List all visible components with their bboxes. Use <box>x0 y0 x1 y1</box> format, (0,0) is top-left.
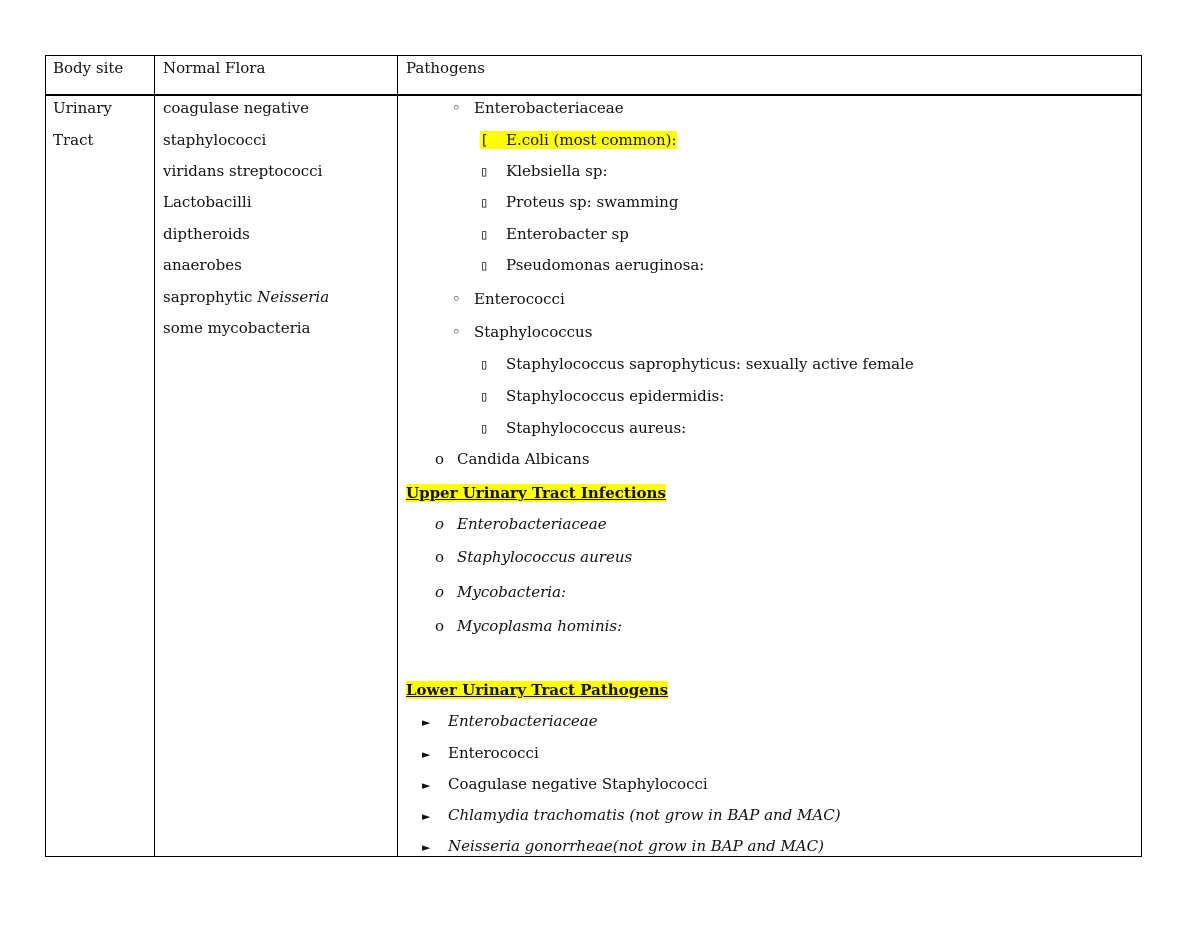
lower-item: ► Coagulase negative Staphylococci <box>422 774 708 796</box>
pathogen-item: ◦ Staphylococcus <box>452 323 593 341</box>
arrow-bullet-icon: ► <box>422 810 431 823</box>
body-site-line: Tract <box>53 131 94 149</box>
pathogen-subitem: [ E.coli (most common): <box>480 131 677 149</box>
pathogen-subitem: ▯ Enterobacter sp <box>480 225 629 243</box>
bullet-icon: ◦ <box>452 99 461 117</box>
pathogen-subitem: ▯ Staphylococcus epidermidis: <box>480 387 725 405</box>
upper-item: o Staphylococcus aureus <box>435 548 633 566</box>
header-body-site: Body site <box>53 59 124 77</box>
column-divider <box>397 56 398 856</box>
bullet-icon: ◦ <box>452 290 461 308</box>
pathogen-subitem: ▯ Staphylococcus aureus: <box>480 419 687 437</box>
flora-table <box>45 55 1142 857</box>
upper-heading: Upper Urinary Tract Infections <box>406 484 666 502</box>
header-normal-flora: Normal Flora <box>163 59 266 77</box>
square-bullet-icon: ▯ <box>480 258 489 274</box>
bullet-icon: o <box>435 515 445 533</box>
lower-item: ► Chlamydia trachomatis (not grow in BAP and MAC) <box>422 805 841 827</box>
lower-item: ► Enterococci <box>422 743 539 765</box>
bullet-icon: o <box>435 583 445 601</box>
flora-item-text: saprophytic <box>163 288 258 306</box>
pathogen-subitem: ▯ Klebsiella sp: <box>480 162 608 180</box>
bullet-icon: o <box>435 450 445 468</box>
lower-heading: Lower Urinary Tract Pathogens <box>406 681 669 699</box>
flora-item: staphylococci <box>163 131 267 149</box>
bullet-icon: o <box>435 617 445 635</box>
upper-item: o Mycoplasma hominis: <box>435 617 623 635</box>
pathogen-subitem: ▯ Proteus sp: swamming <box>480 193 679 211</box>
lower-item: ► Enterobacteriaceae <box>422 711 598 733</box>
header-pathogens: Pathogens <box>406 59 485 77</box>
flora-item: viridans streptococci <box>163 162 323 180</box>
pathogen-item: ◦ Enterococci <box>452 290 565 308</box>
upper-item: o Enterobacteriaceae <box>435 515 607 533</box>
square-bullet-icon: ▯ <box>480 195 489 211</box>
bullet-icon: ◦ <box>452 323 461 341</box>
pathogen-item: o Candida Albicans <box>435 450 590 468</box>
arrow-bullet-icon: ► <box>422 716 431 729</box>
arrow-bullet-icon: ► <box>422 779 431 792</box>
arrow-bullet-icon: ► <box>422 748 431 761</box>
header-divider <box>46 94 1141 96</box>
upper-item: o Mycobacteria: <box>435 583 567 601</box>
flora-item: some mycobacteria <box>163 319 311 337</box>
flora-item <box>163 287 329 307</box>
pathogen-subitem: ▯ Staphylococcus saprophyticus: sexually active female <box>480 355 914 373</box>
pathogen-subitem: ▯ Pseudomonas aeruginosa: <box>480 256 705 274</box>
flora-item: diptheroids <box>163 225 250 243</box>
square-bullet-icon: ▯ <box>480 227 489 243</box>
column-divider <box>154 56 155 856</box>
square-bullet-icon: ▯ <box>480 389 489 405</box>
flora-item: coagulase negative <box>163 99 309 117</box>
square-bullet-icon: ▯ <box>480 421 489 437</box>
square-bullet-icon: [ <box>480 133 489 149</box>
flora-item: Lactobacilli <box>163 193 252 211</box>
body-site-line: Urinary <box>53 99 112 117</box>
square-bullet-icon: ▯ <box>480 357 489 373</box>
flora-item-italic: Neisseria <box>257 288 330 306</box>
arrow-bullet-icon: ► <box>422 841 431 854</box>
square-bullet-icon: ▯ <box>480 164 489 180</box>
flora-item: anaerobes <box>163 256 242 274</box>
lower-item: ► Neisseria gonorrheae(not grow in BAP and MAC) <box>422 836 824 858</box>
bullet-icon: o <box>435 548 445 566</box>
pathogen-item: ◦ Enterobacteriaceae <box>452 99 624 117</box>
